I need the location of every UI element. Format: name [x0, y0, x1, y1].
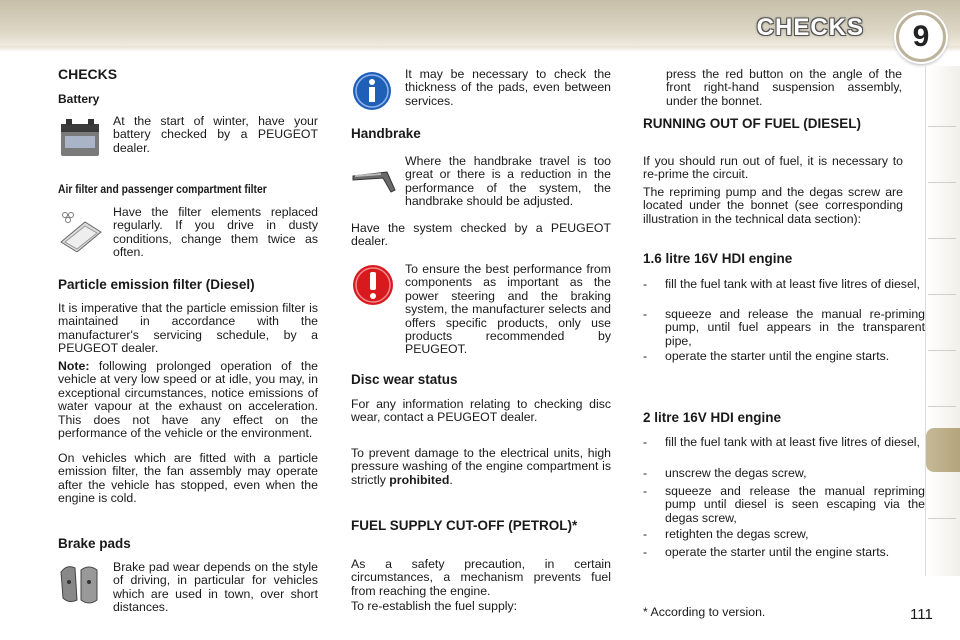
electrical-text: To prevent damage to the electrical units, high pressure washing of the engine compartment is strictly [351, 446, 611, 487]
info-text: It may be necessary to check the thickness of the pads, even between services. [405, 67, 611, 108]
handbrake-heading: Handbrake [351, 126, 421, 141]
battery-text: At the start of winter, have your battery checked by a PEUGEOT dealer. [113, 114, 318, 155]
chapter-title: CHECKS [756, 14, 864, 41]
footnote: * According to version. [643, 605, 766, 619]
step-text: squeeze and release the manual repriming pump until diesel is seen escaping via the degas screw, [665, 484, 925, 525]
step-text: unscrew the degas screw, [665, 466, 807, 480]
tab-divider [928, 406, 956, 407]
air-filter-heading: Air filter and passenger compartment filter [58, 182, 267, 196]
handbrake-text: Where the handbrake travel is too great or there is a reduction in the performance of the system, the handbrake should be adjusted. [405, 154, 611, 209]
particle-filter-heading: Particle emission filter (Diesel) [58, 277, 255, 292]
fuel-cutoff-text-2: To re-establish the fuel supply: [351, 599, 518, 613]
fuel-cutoff-heading: FUEL SUPPLY CUT-OFF (PETROL)* [351, 518, 578, 533]
particle-note [58, 360, 318, 440]
running-out-heading: RUNNING OUT OF FUEL (DIESEL) [643, 116, 861, 131]
step-text: fill the fuel tank with at least five litres of diesel, [665, 435, 920, 449]
brake-pads-icon [57, 562, 103, 606]
battery-icon [57, 116, 103, 160]
warning-text-indented [405, 263, 611, 357]
engine-2-step: - operate the starter until the engine starts. [643, 545, 890, 559]
step-text: operate the starter until the engine starts. [665, 545, 890, 559]
info-icon [352, 71, 392, 111]
page-number: 111 [910, 606, 933, 623]
disc-wear-text: For any information relating to checking disc wear, contact a PEUGEOT dealer. [351, 397, 611, 425]
engine-16-heading: 1.6 litre 16V HDI engine [643, 251, 793, 266]
header-shade [0, 46, 960, 52]
fuel-cutoff-text: As a safety precaution, in certain circumstances, a mechanism prevents fuel from reaching the engine. [351, 557, 611, 598]
step-text: operate the starter until the engine starts. [665, 349, 890, 363]
tab-divider [928, 126, 956, 127]
warning-text: To ensure the best performance from components as important as the power steering and the braking system, the manufacturer selects and offers specific products, only use products recommended by PEUGEOT. [405, 262, 611, 357]
repriming-text: The repriming pump and the degas screw are located under the bonnet (see corresponding illustration in the technical data section): [643, 185, 903, 226]
tab-divider [928, 294, 956, 295]
air-filter-icon [57, 208, 103, 252]
particle-filter-text: It is imperative that the particle emission filter is maintained in accordance with the manufacturer's servicing schedule, by a PEUGEOT dealer. [58, 301, 318, 356]
engine-16-step: - squeeze and release the manual re-priming pump, until fuel appears in the transparent pipe, [643, 307, 925, 348]
air-filter-text: Have the filter elements replaced regularly. If you drive in dusty conditions, change them twice as often. [113, 205, 318, 260]
brake-pads-text: Brake pad wear depends on the style of driving, in particular for vehicles which are used in town, over short distances. [113, 560, 318, 615]
note-label: Note: [58, 359, 90, 373]
tab-divider [928, 518, 956, 519]
tab-divider [928, 350, 956, 351]
engine-16-step: - operate the starter until the engine starts. [643, 349, 890, 363]
battery-heading: Battery [58, 92, 100, 106]
handbrake-text-2: Have the system checked by a PEUGEOT dealer. [351, 221, 611, 249]
tab-divider [928, 182, 956, 183]
tab-divider [928, 238, 956, 239]
engine-2-step: - unscrew the degas screw, [643, 466, 807, 480]
engine-2-step: - fill the fuel tank with at least five litres of diesel, [643, 435, 920, 449]
checks-heading: CHECKS [58, 66, 118, 82]
prohibited-word: prohibited [389, 472, 450, 487]
chapter-number-badge: 9 [896, 12, 946, 62]
fan-text: On vehicles which are fitted with a particle emission filter, the fan assembly may operate after the vehicle has stopped, even when the engine is cold. [58, 451, 318, 506]
handbrake-icon [351, 164, 397, 194]
engine-16-step: - fill the fuel tank with at least five litres of diesel, [643, 277, 920, 291]
electrical-end: . [449, 472, 453, 487]
brake-pads-heading: Brake pads [58, 536, 131, 551]
chapter-tabs [925, 66, 960, 576]
electrical-warning [351, 447, 611, 487]
note-text: following prolonged operation of the vehicle at very low speed or at idle, you may, in exceptional circumstances, notice emissions of water vapour at the exhaust on acceleration. This does not have any effect on the performance of the vehicle or the environment. [58, 359, 318, 441]
warning-icon [352, 264, 394, 306]
step-text: fill the fuel tank with at least five litres of diesel, [665, 277, 920, 291]
disc-wear-heading: Disc wear status [351, 372, 458, 387]
engine-2-step: - squeeze and release the manual repriming pump until diesel is seen escaping via the degas screw, [643, 484, 925, 525]
running-out-text: If you should run out of fuel, it is necessary to re-prime the circuit. [643, 154, 903, 182]
engine-2-heading: 2 litre 16V HDI engine [643, 410, 782, 425]
step-text: retighten the degas screw, [665, 527, 809, 541]
engine-2-step: - retighten the degas screw, [643, 527, 809, 541]
chapter-tab-active[interactable] [926, 428, 960, 472]
step-text: squeeze and release the manual re-priming pump, until fuel appears in the transparent pipe, [665, 307, 925, 348]
press-text: press the red button on the angle of the front right-hand suspension assembly, under the bonnet. [666, 67, 902, 108]
